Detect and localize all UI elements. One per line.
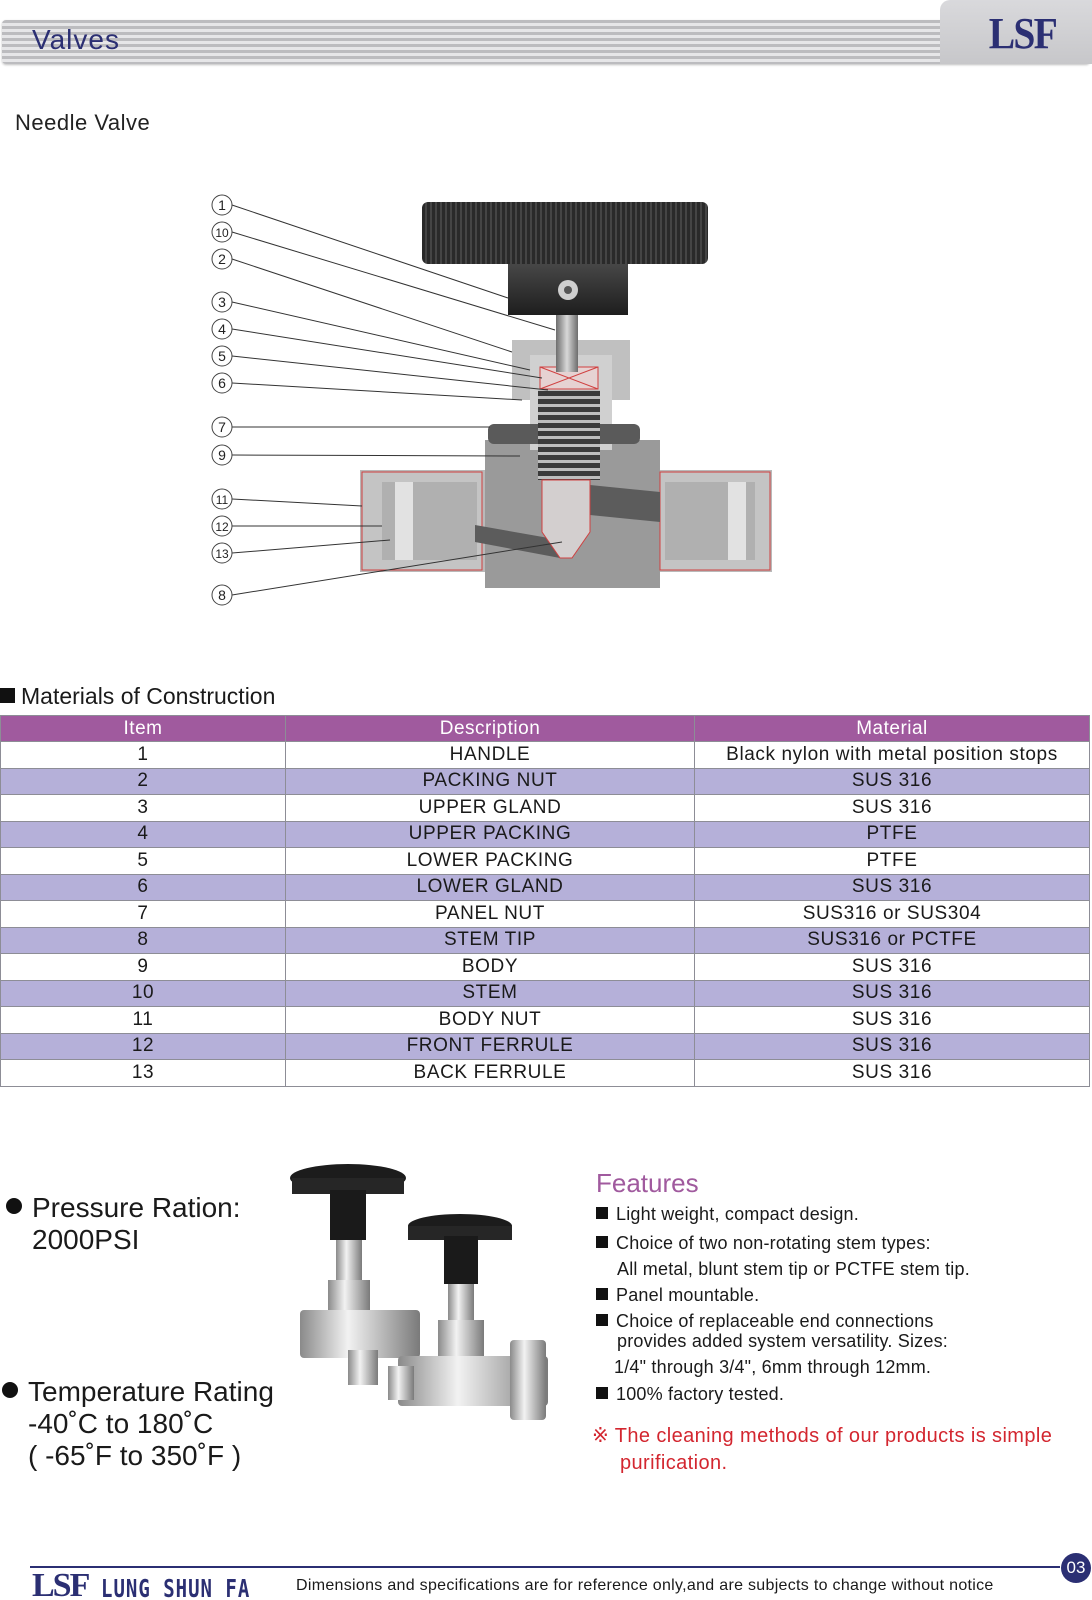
cell-item: 9 — [1, 954, 286, 981]
callout-1 — [212, 195, 232, 215]
table-row — [1, 927, 1090, 954]
svg-text:7: 7 — [218, 419, 226, 435]
cell-description: STEM — [286, 980, 695, 1007]
callout-7 — [212, 417, 232, 437]
cell-description: LOWER GLAND — [286, 874, 695, 901]
table-row — [1, 742, 1090, 769]
cell-item: 8 — [1, 927, 286, 954]
cell-item: 5 — [1, 848, 286, 875]
cell-item: 12 — [1, 1033, 286, 1060]
square-bullet-icon — [0, 688, 15, 703]
cell-description: STEM TIP — [286, 927, 695, 954]
round-bullet-icon — [2, 1382, 18, 1398]
footer-rule — [30, 1566, 1060, 1568]
footer-disclaimer: Dimensions and specifications are for reference only,and are subjects to change without notice — [296, 1577, 994, 1594]
cell-item: 4 — [1, 821, 286, 848]
cell-item: 10 — [1, 980, 286, 1007]
svg-text:10: 10 — [215, 226, 229, 240]
svg-text:9: 9 — [218, 447, 226, 463]
cell-description: LOWER PACKING — [286, 848, 695, 875]
footer-brand-logo: LSF — [32, 1567, 89, 1600]
feature-item: 100% factory tested. — [596, 1383, 784, 1405]
cell-item: 11 — [1, 1007, 286, 1034]
feature-item-continued: All metal, blunt stem tip or PCTFE stem tip. — [617, 1259, 970, 1279]
table-row — [1, 795, 1090, 822]
square-bullet-icon — [596, 1236, 608, 1248]
table-row — [1, 1007, 1090, 1034]
cell-item: 3 — [1, 795, 286, 822]
table-row — [1, 954, 1090, 981]
cell-description: BACK FERRULE — [286, 1060, 695, 1087]
svg-text:2: 2 — [218, 251, 226, 267]
table-row — [1, 874, 1090, 901]
cell-item: 7 — [1, 901, 286, 928]
cell-material: SUS 316 — [695, 954, 1090, 981]
svg-text:8: 8 — [218, 587, 226, 603]
cell-material: Black nylon with metal position stops — [695, 742, 1090, 769]
cleaning-notice: ※ The cleaning methods of our products is simple purification. — [592, 1425, 1053, 1474]
table-header-row — [1, 716, 1090, 742]
table-row — [1, 1033, 1090, 1060]
cell-material: SUS 316 — [695, 1060, 1090, 1087]
feature-item-continued: provides added system versatility. Sizes: — [617, 1331, 948, 1351]
feature-item: Panel mountable. — [596, 1284, 759, 1306]
cell-material: SUS 316 — [695, 795, 1090, 822]
callout-5 — [212, 346, 232, 366]
footer-company-name: LUNG SHUN FA — [101, 1575, 251, 1600]
feature-item: Choice of replaceable end connections — [596, 1310, 934, 1332]
cell-description: FRONT FERRULE — [286, 1033, 695, 1060]
callout-3 — [212, 292, 232, 312]
callout-8 — [212, 585, 232, 605]
temperature-rating: Temperature Rating -40˚C to 180˚C ( -65˚F to 350˚F ) — [2, 1376, 274, 1472]
valve-handle-knob — [422, 202, 708, 264]
materials-section-title: Materials of Construction — [0, 683, 275, 710]
needle-valve-product-photo — [278, 1160, 568, 1430]
materials-table — [0, 715, 1090, 1087]
cell-item: 1 — [1, 742, 286, 769]
table-row — [1, 1060, 1090, 1087]
callout-2 — [212, 249, 232, 269]
table-row — [1, 768, 1090, 795]
cell-material: SUS 316 — [695, 1033, 1090, 1060]
feature-item-continued: 1/4" through 3/4", 6mm through 12mm. — [614, 1357, 932, 1377]
svg-text:13: 13 — [215, 547, 229, 561]
table-row — [1, 821, 1090, 848]
cell-item: 2 — [1, 768, 286, 795]
cell-description: HANDLE — [286, 742, 695, 769]
cell-material: PTFE — [695, 821, 1090, 848]
pressure-rating: Pressure Ration: 2000PSI — [6, 1192, 241, 1256]
cell-description: BODY NUT — [286, 1007, 695, 1034]
cell-description: PANEL NUT — [286, 901, 695, 928]
cell-description: UPPER PACKING — [286, 821, 695, 848]
svg-text:11: 11 — [215, 493, 229, 507]
cell-material: SUS 316 — [695, 980, 1090, 1007]
square-bullet-icon — [596, 1207, 608, 1219]
cell-description: BODY — [286, 954, 695, 981]
table-row — [1, 901, 1090, 928]
table-row — [1, 848, 1090, 875]
cell-material: SUS316 or PCTFE — [695, 927, 1090, 954]
cell-material: SUS 316 — [695, 768, 1090, 795]
header-stripes — [2, 20, 1090, 64]
feature-item: Light weight, compact design. — [596, 1203, 859, 1225]
column-header-description: Description — [286, 716, 695, 742]
page-header — [0, 0, 1092, 70]
cell-item: 13 — [1, 1060, 286, 1087]
brand-logo: LSF — [988, 9, 1056, 58]
svg-text:5: 5 — [218, 348, 226, 364]
callout-6 — [212, 373, 232, 393]
feature-item: Choice of two non-rotating stem types: — [596, 1232, 931, 1254]
callout-4 — [212, 319, 232, 339]
cell-description: UPPER GLAND — [286, 795, 695, 822]
cell-material: SUS316 or SUS304 — [695, 901, 1090, 928]
valve-cross-section-diagram — [0, 180, 1092, 640]
callout-11 — [212, 489, 232, 509]
page-category-title: Valves — [32, 24, 120, 55]
features-title: Features — [596, 1168, 699, 1198]
square-bullet-icon — [596, 1288, 608, 1300]
callout-13 — [212, 543, 232, 563]
column-header-material: Material — [695, 716, 1090, 742]
cell-description: PACKING NUT — [286, 768, 695, 795]
column-header-item: Item — [1, 716, 286, 742]
product-title: Needle Valve — [15, 110, 151, 135]
callout-10 — [212, 222, 232, 242]
svg-text:3: 3 — [218, 294, 226, 310]
page-number-badge: 03 — [1061, 1553, 1091, 1583]
svg-text:1: 1 — [218, 197, 226, 213]
callout-12 — [212, 516, 232, 536]
table-row — [1, 980, 1090, 1007]
svg-text:6: 6 — [218, 375, 226, 391]
cell-material: PTFE — [695, 848, 1090, 875]
cell-material: SUS 316 — [695, 874, 1090, 901]
callout-labels — [212, 195, 232, 605]
valve-stem — [556, 310, 578, 372]
svg-text:4: 4 — [218, 321, 226, 337]
svg-text:12: 12 — [215, 520, 229, 534]
valve-body — [360, 340, 772, 588]
round-bullet-icon — [6, 1198, 22, 1214]
square-bullet-icon — [596, 1314, 608, 1326]
square-bullet-icon — [596, 1387, 608, 1399]
cell-item: 6 — [1, 874, 286, 901]
callout-9 — [212, 445, 232, 465]
cell-material: SUS 316 — [695, 1007, 1090, 1034]
